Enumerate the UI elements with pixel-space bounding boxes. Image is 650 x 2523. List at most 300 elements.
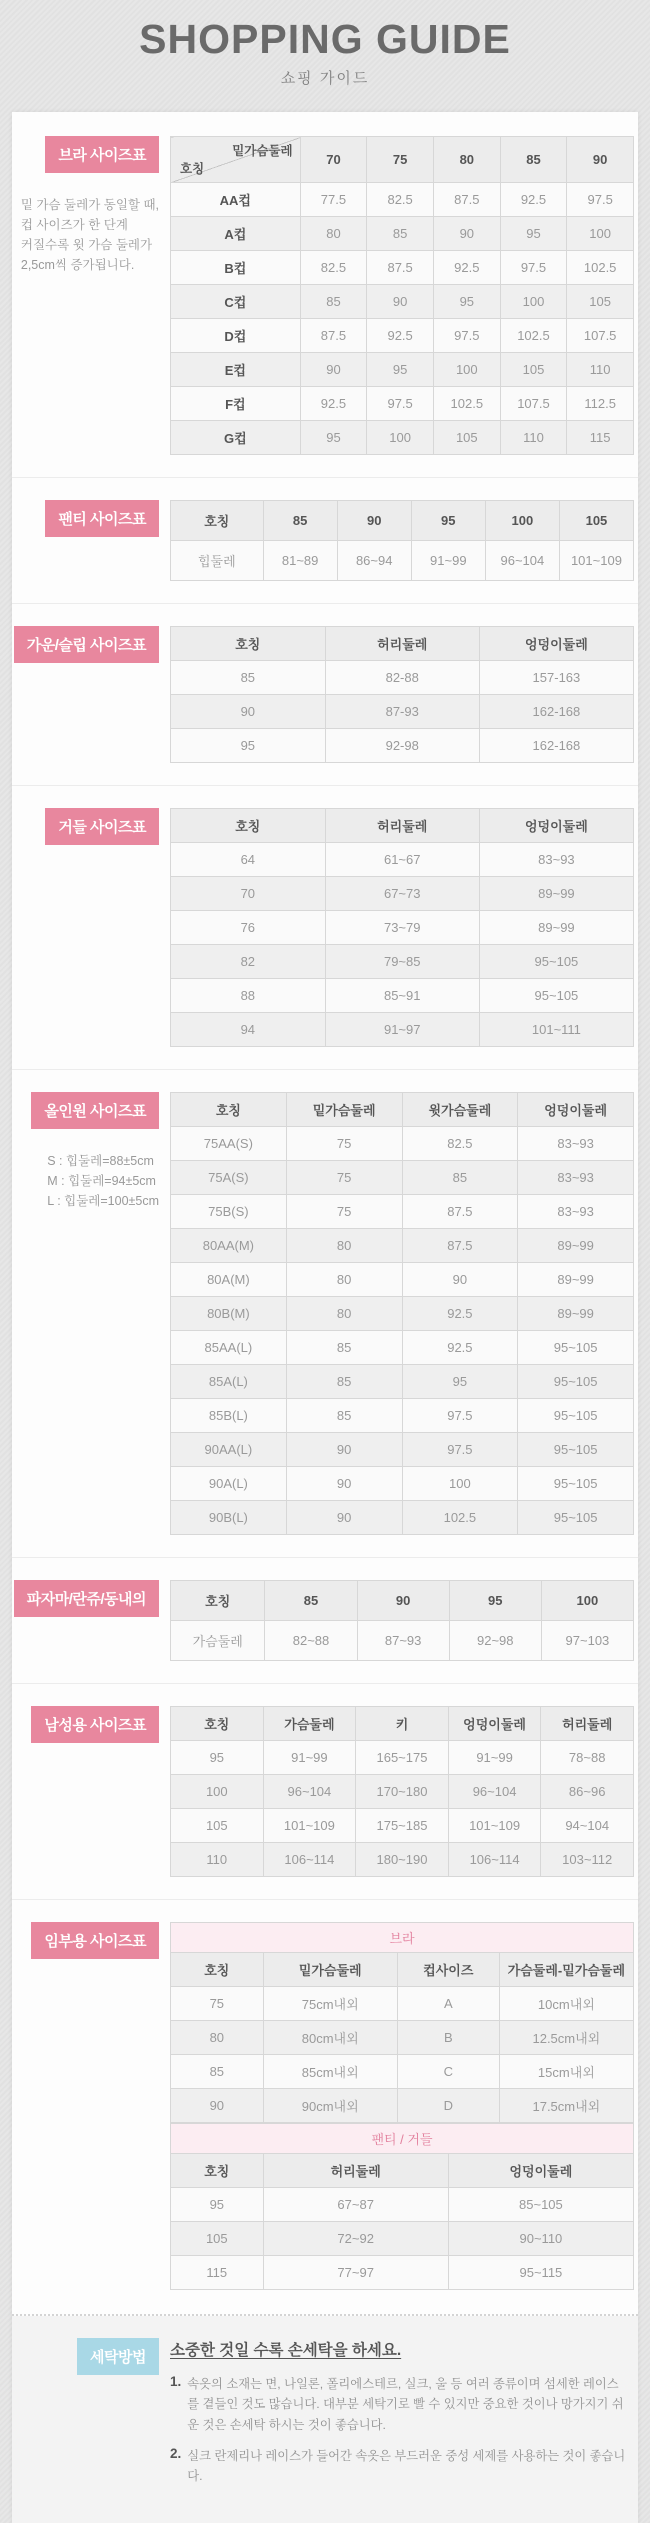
table-cell: 95	[402, 1365, 518, 1399]
all-in-one-size-table-area	[170, 1092, 634, 1535]
section-label-pajama: 파자마/란쥬/동내의	[14, 1580, 159, 1617]
all-in-one-size-note	[47, 1151, 159, 1211]
table-cell: 92.5	[433, 251, 500, 285]
maternity-size-table-area	[170, 1922, 634, 2290]
table-cell: 102.5	[433, 387, 500, 421]
table-cell: 79~85	[325, 945, 479, 979]
table-cell: 105	[500, 353, 567, 387]
laundry-item	[170, 2374, 626, 2435]
section-bra-sizes	[12, 136, 638, 477]
table-cell: 170~180	[356, 1775, 449, 1809]
table-cell: 92.5	[402, 1331, 518, 1365]
table-row	[171, 1013, 634, 1047]
table-row	[171, 1399, 634, 1433]
section-label-girdle: 거들 사이즈표	[45, 808, 159, 845]
table-header	[171, 1581, 634, 1621]
table-cell: 102.5	[567, 251, 634, 285]
bra-size-note	[21, 195, 159, 275]
table-cell: 91~99	[448, 1741, 541, 1775]
table-cell: 85	[286, 1331, 402, 1365]
table-cell: 73~79	[325, 911, 479, 945]
table-cell: 105	[567, 285, 634, 319]
table-header	[171, 1707, 634, 1741]
column-header: 엉덩이둘레	[448, 2154, 633, 2188]
table-cell: 80	[300, 217, 367, 251]
table-cell: 85~91	[325, 979, 479, 1013]
table-row	[171, 2055, 634, 2089]
column-header: 호칭	[171, 1707, 264, 1741]
table-cell: 112.5	[567, 387, 634, 421]
table-cell: 91~99	[411, 541, 485, 581]
table-row	[171, 1621, 634, 1661]
table-header	[171, 1093, 634, 1127]
table-cell: 87.5	[300, 319, 367, 353]
note-line: 커질수록 윗 가슴 둘레가	[20, 238, 153, 252]
table-cell: 101~109	[263, 1809, 356, 1843]
table-row	[171, 1987, 634, 2021]
table-cell: 85~105	[448, 2188, 633, 2222]
table-cell: 90	[433, 217, 500, 251]
table-cell: 67~87	[263, 2188, 448, 2222]
table-cell: 90	[300, 353, 367, 387]
table-row	[171, 2089, 634, 2123]
page-title: SHOPPING GUIDE	[139, 16, 511, 62]
table-cell: 85	[286, 1365, 402, 1399]
table-cell: 95~105	[518, 1331, 634, 1365]
table-body	[171, 661, 634, 763]
table-cell: 82	[171, 945, 326, 979]
table-cell: 85	[171, 661, 326, 695]
column-header: 호칭	[171, 1581, 265, 1621]
page-subtitle: 쇼핑 가이드	[280, 70, 370, 87]
table-row	[171, 251, 634, 285]
table-cell: 95~105	[518, 1365, 634, 1399]
laundry-section-divider	[12, 2314, 638, 2523]
table-cell: 85	[367, 217, 434, 251]
column-header: 90	[567, 137, 634, 183]
table-cell: 100	[500, 285, 567, 319]
table-row	[171, 387, 634, 421]
column-header: 85	[500, 137, 567, 183]
section-label-gown-slip: 가운/슬립 사이즈표	[14, 626, 159, 663]
table-cell: 81~89	[263, 541, 337, 581]
table-cell: E컵	[171, 353, 301, 387]
table-cell: 86~96	[541, 1775, 634, 1809]
table-cell: 92.5	[500, 183, 567, 217]
table-cell: 110	[171, 1843, 264, 1877]
table-cell: 110	[500, 421, 567, 455]
table-cell: 72~92	[263, 2222, 448, 2256]
table-row	[171, 877, 634, 911]
section-girdle-sizes	[12, 785, 638, 1069]
table-cell: 94	[171, 1013, 326, 1047]
column-header: 75	[367, 137, 434, 183]
diagonal-bottom-label: 호칭	[180, 162, 205, 176]
section-label-column	[12, 1922, 170, 1959]
table-header	[171, 809, 634, 843]
section-mens-sizes	[12, 1683, 638, 1899]
table-row	[171, 1433, 634, 1467]
section-panty-sizes	[12, 477, 638, 603]
table-cell: 90	[286, 1501, 402, 1535]
table-cell: 61~67	[325, 843, 479, 877]
table-cell: 97.5	[402, 1433, 518, 1467]
gown-slip-size-table-area	[170, 626, 634, 763]
table-cell: A	[397, 1987, 499, 2021]
table-cell: 85	[300, 285, 367, 319]
table-cell: 92.5	[402, 1297, 518, 1331]
table-cell: 87.5	[433, 183, 500, 217]
table-cell: C	[397, 2055, 499, 2089]
table-cell: 83~93	[518, 1195, 634, 1229]
table-cell: 87.5	[402, 1229, 518, 1263]
table-body	[171, 1621, 634, 1661]
table-cell: 107.5	[567, 319, 634, 353]
table-row	[171, 979, 634, 1013]
table-cell: 90	[402, 1263, 518, 1297]
table-row	[171, 285, 634, 319]
table-cell: B컵	[171, 251, 301, 285]
table-row	[171, 695, 634, 729]
table-cell: 157-163	[479, 661, 633, 695]
table-cell: 90B(L)	[171, 1501, 287, 1535]
table-cell: 87.5	[367, 251, 434, 285]
table-cell: 95	[171, 1741, 264, 1775]
table-cell: 가슴둘레	[171, 1621, 265, 1661]
table-cell: 17.5cm내외	[499, 2089, 633, 2123]
table-cell: 95~105	[479, 945, 633, 979]
table-cell: 87-93	[325, 695, 479, 729]
diagonal-header-cell	[171, 137, 301, 183]
table-cell: 97.5	[500, 251, 567, 285]
table-cell: 77.5	[300, 183, 367, 217]
table-cell: 95	[171, 2188, 264, 2222]
section-label-column	[12, 1580, 170, 1617]
column-header: 100	[541, 1581, 633, 1621]
table-cell: D컵	[171, 319, 301, 353]
laundry-item-text: 속옷의 소재는 면, 나일론, 폴리에스테르, 실크, 울 등 여러 종류이며 섬세한 레이스를 곁들인 것도 많습니다. 대부분 세탁기로 빨 수 있지만 중요한 것이나 망가지기 쉬운 것은 손세탁 하시는 것이 좋습니다.	[187, 2377, 624, 2432]
column-header: 호칭	[171, 501, 264, 541]
size-table	[170, 1092, 634, 1535]
column-header: 밑가슴둘레	[263, 1953, 397, 1987]
column-header: 윗가슴둘레	[402, 1093, 518, 1127]
section-label-maternity: 임부용 사이즈표	[31, 1922, 159, 1959]
note-line: M : 힙둘레=94±5cm	[47, 1174, 156, 1188]
table-span-header: 브라	[171, 1923, 634, 1953]
girdle-size-table-area	[170, 808, 634, 1047]
pajama-size-table-area	[170, 1580, 634, 1661]
column-header: 90	[357, 1581, 449, 1621]
table-cell: 76	[171, 911, 326, 945]
table-cell: 70	[171, 877, 326, 911]
table-cell: 94~104	[541, 1809, 634, 1843]
laundry-item-number: 2.	[170, 2445, 182, 2461]
table-cell: C컵	[171, 285, 301, 319]
table-cell: 100	[433, 353, 500, 387]
table-cell: G컵	[171, 421, 301, 455]
section-all-in-one-sizes	[12, 1069, 638, 1557]
table-cell: 100	[367, 421, 434, 455]
table-cell: 75	[286, 1127, 402, 1161]
table-cell: 85	[402, 1161, 518, 1195]
laundry-item	[170, 2446, 626, 2487]
table-cell: 92-98	[325, 729, 479, 763]
table-cell: F컵	[171, 387, 301, 421]
column-header: 70	[300, 137, 367, 183]
table-cell: A컵	[171, 217, 301, 251]
table-row	[171, 661, 634, 695]
table-cell: 96~104	[448, 1775, 541, 1809]
table-cell: 90	[367, 285, 434, 319]
table-cell: 64	[171, 843, 326, 877]
table-cell: 80	[171, 2021, 264, 2055]
table-body	[171, 2188, 634, 2290]
table-cell: 95~105	[518, 1501, 634, 1535]
section-label-column	[12, 2338, 170, 2375]
page-header	[0, 0, 650, 112]
table-cell: 162-168	[479, 695, 633, 729]
table-cell: 77~97	[263, 2256, 448, 2290]
table-cell: 92.5	[300, 387, 367, 421]
column-header: 엉덩이둘레	[448, 1707, 541, 1741]
table-cell: 12.5cm내외	[499, 2021, 633, 2055]
column-header: 105	[559, 501, 633, 541]
table-cell: 75cm내외	[263, 1987, 397, 2021]
table-cell: 100	[402, 1467, 518, 1501]
table-cell: D	[397, 2089, 499, 2123]
table-cell: 89~99	[479, 911, 633, 945]
table-cell: 82-88	[325, 661, 479, 695]
table-cell: 83~93	[518, 1161, 634, 1195]
table-cell: 80cm내외	[263, 2021, 397, 2055]
table-cell: 96~104	[485, 541, 559, 581]
table-cell: 97.5	[433, 319, 500, 353]
note-line: 컵 사이즈가 한 단계	[20, 218, 128, 232]
table-cell: 82.5	[402, 1127, 518, 1161]
table-cell: 106~114	[448, 1843, 541, 1877]
column-header: 허리둘레	[541, 1707, 634, 1741]
table-cell: 83~93	[479, 843, 633, 877]
content-panel	[12, 112, 638, 2523]
column-header: 가슴둘레-밑가슴둘레	[499, 1953, 633, 1987]
size-table	[170, 626, 634, 763]
table-cell: 89~99	[518, 1297, 634, 1331]
table-cell: 180~190	[356, 1843, 449, 1877]
table-cell: 103~112	[541, 1843, 634, 1877]
table-cell: 95	[171, 729, 326, 763]
table-body	[171, 1987, 634, 2123]
table-cell: 92~98	[449, 1621, 541, 1661]
column-header: 밑가슴둘레	[286, 1093, 402, 1127]
table-row	[171, 1501, 634, 1535]
table-cell: 75	[286, 1195, 402, 1229]
table-cell: 115	[567, 421, 634, 455]
table-cell: 100	[171, 1775, 264, 1809]
note-line: 밑 가슴 둘레가 동일할 때,	[20, 198, 159, 212]
mens-size-table-area	[170, 1706, 634, 1877]
table-row	[171, 2256, 634, 2290]
table-row	[171, 1297, 634, 1331]
table-cell: 102.5	[402, 1501, 518, 1535]
table-cell: 97.5	[567, 183, 634, 217]
table-cell: 97.5	[402, 1399, 518, 1433]
section-label-panty: 팬티 사이즈표	[45, 500, 159, 537]
table-cell: 87.5	[402, 1195, 518, 1229]
table-body	[171, 843, 634, 1047]
table-header	[171, 627, 634, 661]
table-row	[171, 1741, 634, 1775]
table-row	[171, 319, 634, 353]
table-row	[171, 1331, 634, 1365]
table-cell: 105	[171, 1809, 264, 1843]
table-cell: 75A(S)	[171, 1161, 287, 1195]
note-line: L : 힙둘레=100±5cm	[47, 1194, 159, 1208]
table-cell: 91~99	[263, 1741, 356, 1775]
table-cell: 힙둘레	[171, 541, 264, 581]
column-header: 엉덩이둘레	[479, 809, 633, 843]
table-cell: 75	[171, 1987, 264, 2021]
table-row	[171, 945, 634, 979]
table-cell: 80	[286, 1263, 402, 1297]
section-label-mens: 남성용 사이즈표	[31, 1706, 159, 1743]
table-cell: 90	[171, 695, 326, 729]
table-cell: 82.5	[300, 251, 367, 285]
size-table	[170, 1580, 634, 1661]
table-row	[171, 1161, 634, 1195]
table-cell: 95	[500, 217, 567, 251]
table-body	[171, 541, 634, 581]
table-cell: 89~99	[518, 1263, 634, 1297]
table-cell: 165~175	[356, 1741, 449, 1775]
table-cell: B	[397, 2021, 499, 2055]
column-header: 90	[337, 501, 411, 541]
table-cell: 85	[286, 1399, 402, 1433]
section-label-column	[12, 626, 170, 663]
table-cell: 90	[286, 1433, 402, 1467]
size-table	[170, 500, 634, 581]
table-cell: 95	[433, 285, 500, 319]
table-cell: 67~73	[325, 877, 479, 911]
table-row	[171, 1467, 634, 1501]
table-row	[171, 541, 634, 581]
laundry-instructions	[170, 2338, 626, 2497]
panty-size-table-area	[170, 500, 634, 581]
table-row	[171, 1229, 634, 1263]
size-table	[170, 1706, 634, 1877]
table-row	[171, 353, 634, 387]
table-cell: 90	[286, 1467, 402, 1501]
table-cell: 75	[286, 1161, 402, 1195]
table-body	[171, 183, 634, 455]
table-row	[171, 1195, 634, 1229]
table-cell: 88	[171, 979, 326, 1013]
table-cell: 95	[300, 421, 367, 455]
column-header: 허리둘레	[263, 2154, 448, 2188]
table-cell: 75B(S)	[171, 1195, 287, 1229]
section-maternity-sizes	[12, 1899, 638, 2312]
table-cell: 82.5	[367, 183, 434, 217]
laundry-item-list	[170, 2374, 626, 2486]
table-span-header: 팬티 / 거들	[171, 2124, 634, 2154]
table-cell: 90~110	[448, 2222, 633, 2256]
section-laundry-method	[12, 2316, 638, 2523]
table-cell: 86~94	[337, 541, 411, 581]
table-row	[171, 843, 634, 877]
table-row	[171, 1775, 634, 1809]
table-cell: 101~109	[448, 1809, 541, 1843]
column-header: 호칭	[171, 2154, 264, 2188]
table-cell: 80	[286, 1229, 402, 1263]
section-label-column	[12, 1706, 170, 1743]
table-row	[171, 2021, 634, 2055]
table-cell: 105	[433, 421, 500, 455]
table-body	[171, 1127, 634, 1535]
table-row	[171, 1843, 634, 1877]
table-row	[171, 1365, 634, 1399]
table-cell: 89~99	[479, 877, 633, 911]
table-cell: 95~105	[479, 979, 633, 1013]
section-label-all-in-one: 올인원 사이즈표	[31, 1092, 159, 1129]
table-cell: 95~105	[518, 1399, 634, 1433]
section-label-column	[12, 500, 170, 537]
table-cell: 80AA(M)	[171, 1229, 287, 1263]
table-cell: 91~97	[325, 1013, 479, 1047]
section-pajama-lingerie	[12, 1557, 638, 1683]
column-header: 엉덩이둘레	[518, 1093, 634, 1127]
table-cell: 100	[567, 217, 634, 251]
table-cell: 115	[171, 2256, 264, 2290]
table-cell: 15cm내외	[499, 2055, 633, 2089]
table-cell: 90cm내외	[263, 2089, 397, 2123]
table-cell: 95~105	[518, 1433, 634, 1467]
table-row	[171, 1263, 634, 1297]
table-cell: 85AA(L)	[171, 1331, 287, 1365]
table-cell: 97.5	[367, 387, 434, 421]
maternity-bra-table	[170, 1922, 634, 2123]
table-cell: 101~111	[479, 1013, 633, 1047]
maternity-panty-girdle-table	[170, 2123, 634, 2290]
table-row	[171, 2188, 634, 2222]
table-row	[171, 1127, 634, 1161]
table-row	[171, 2222, 634, 2256]
column-header: 호칭	[171, 809, 326, 843]
table-cell: 105	[171, 2222, 264, 2256]
table-cell: 107.5	[500, 387, 567, 421]
table-cell: 89~99	[518, 1229, 634, 1263]
table-cell: 97~103	[541, 1621, 633, 1661]
table-cell: 80A(M)	[171, 1263, 287, 1297]
laundry-item-text: 실크 란제리나 레이스가 들어간 속옷은 부드러운 중성 세제를 사용하는 것이 좋습니다.	[187, 2448, 626, 2484]
table-cell: 92.5	[367, 319, 434, 353]
table-header	[171, 137, 634, 183]
column-header: 허리둘레	[325, 809, 479, 843]
note-line: S : 힙둘레=88±5cm	[47, 1154, 154, 1168]
table-row	[171, 911, 634, 945]
table-cell: 83~93	[518, 1127, 634, 1161]
section-label-column	[12, 1092, 170, 1211]
table-row	[171, 183, 634, 217]
column-header: 키	[356, 1707, 449, 1741]
table-header	[171, 2124, 634, 2188]
column-header: 가슴둘레	[263, 1707, 356, 1741]
column-header: 컵사이즈	[397, 1953, 499, 1987]
table-cell: 85A(L)	[171, 1365, 287, 1399]
column-header: 85	[263, 501, 337, 541]
table-cell: 96~104	[263, 1775, 356, 1809]
table-cell: 90AA(L)	[171, 1433, 287, 1467]
column-header: 엉덩이둘레	[479, 627, 633, 661]
column-header: 85	[265, 1581, 357, 1621]
